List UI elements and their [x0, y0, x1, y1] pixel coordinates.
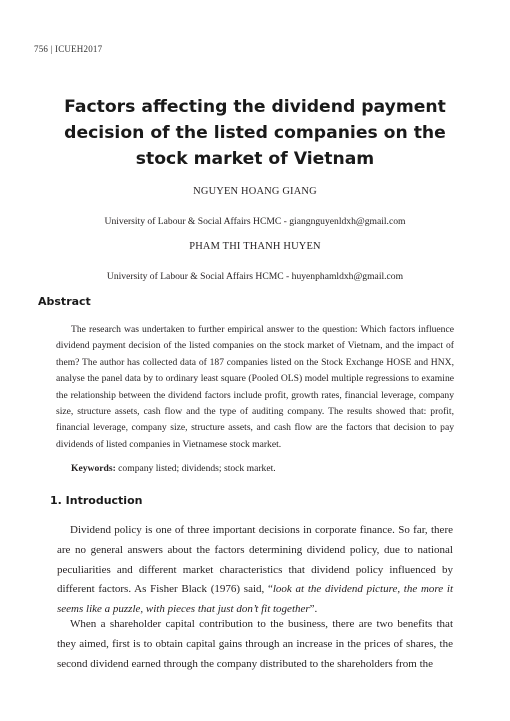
- keywords-list: company listed; dividends; stock market.: [118, 463, 276, 474]
- keywords-label: Keywords:: [71, 463, 116, 474]
- introduction-heading: 1. Introduction: [50, 494, 143, 507]
- author-name-2: PHAM THI THANH HUYEN: [189, 241, 321, 252]
- keywords-line: [71, 463, 276, 474]
- fisher-black-quote: look at the dividend picture, the more it seems like a puzzle, with pieces that just don’t fit together: [57, 583, 453, 616]
- intro-paragraph-1-end: ”.: [309, 603, 318, 616]
- paper-title: Factors affecting the dividend payment decision of the listed companies on the stock market of Vietnam: [64, 97, 446, 169]
- author-name-1: NGUYEN HOANG GIANG: [193, 186, 317, 197]
- author-affiliation-2: University of Labour & Social Affairs HCMC - huyenphamldxh@gmail.com: [106, 271, 404, 282]
- intro-paragraph-2: When a shareholder capital contribution to the business, there are two benefits that they aimed, first is to obtain capital gains through an increase in the prices of shares, the second dividend earned through the company distributed to the shareholders from the: [57, 618, 453, 670]
- abstract-heading: Abstract: [38, 295, 91, 308]
- running-head: 756 | ICUEH2017: [34, 44, 103, 54]
- abstract-text: The research was undertaken to further empirical answer to the question: Which factors influence dividend payment decision of the listed companies on the stock market of Vietnam, and the impact of them? The author has collected data of 187 companies listed on the Stock Exchange HOSE and HNX, analyse the panel data by to ordinary least square (Pooled OLS) model multiple regressions to examine the relationship between the dividend factors include profit, growth rates, financial leverage, company size, structure assets, cash flow and the type of auditing company. The results showed that: profit, financial leverage, company size, structure assets, and cash flow are the factors that decision to pay dividends of listed companies in Vietnamese stock market.: [56, 324, 454, 450]
- intro-paragraph-1: [57, 521, 453, 620]
- intro-paragraph-1-text: Dividend policy is one of three important decisions in corporate finance. So far, there are no general answers about the factors determining dividend policy, due to national peculiarities and different market characteristics that dividend policy influenced by different factors. As Fisher Black (1976) said, “: [57, 524, 453, 596]
- author-affiliation-1: University of Labour & Social Affairs HCMC - giangnguyenldxh@gmail.com: [104, 216, 406, 227]
